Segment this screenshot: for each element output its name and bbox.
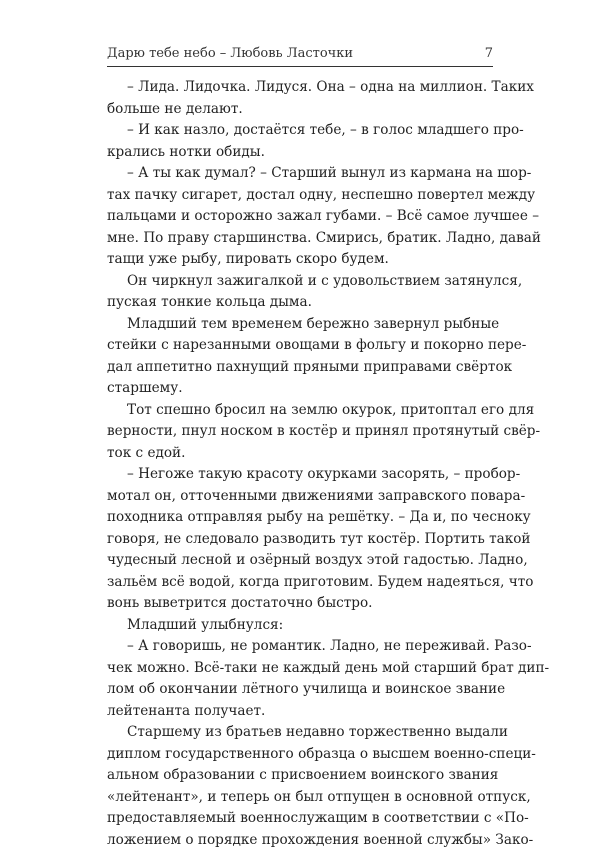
text-line: предоставляемый военнослужащим в соответствии с «По- [107, 808, 493, 830]
text-line: верности, пнул носком в костёр и принял протянутый свёр- [107, 421, 493, 443]
text-line: пуская тонкие кольца дыма. [107, 292, 493, 314]
text-line: тах пачку сигарет, достал одну, неспешно повертел между [107, 185, 493, 207]
text-line: пальцами и осторожно зажал губами. – Всё самое лучшее – [107, 206, 493, 228]
running-header [107, 46, 493, 61]
text-line: Старшему из братьев недавно торжественно выдали [107, 722, 493, 744]
text-line: старшему. [107, 378, 493, 400]
text-line: тащи уже рыбу, пировать скоро будем. [107, 249, 493, 271]
page-number: 7 [485, 46, 493, 61]
text-line: мне. По праву старшинства. Смирись, братик. Ладно, давай [107, 228, 493, 250]
text-line: говоря, не следовало разводить тут костёр. Портить такой [107, 529, 493, 551]
text-line: чудесный лесной и озёрный воздух этой гадостью. Ладно, [107, 550, 493, 572]
text-line: – А говоришь, не романтик. Ладно, не переживай. Разо- [107, 636, 493, 658]
book-title: Дарю тебе небо – Любовь Ласточки [107, 46, 353, 61]
text-line: чек можно. Всё-таки не каждый день мой старший брат дип- [107, 658, 493, 680]
text-line: Младший улыбнулся: [107, 615, 493, 637]
body-text [107, 77, 493, 851]
text-line: Тот спешно бросил на землю окурок, притоптал его для [107, 400, 493, 422]
text-line: «лейтенант», и теперь он был отпущен в основной отпуск, [107, 787, 493, 809]
text-line: – Негоже такую красоту окурками засорять, – пробор- [107, 464, 493, 486]
text-line: ток с едой. [107, 443, 493, 465]
text-line: диплом государственного образца о высшем военно-специ- [107, 744, 493, 766]
text-line: зальём всё водой, когда приготовим. Будем надеяться, что [107, 572, 493, 594]
text-line: дал аппетитно пахнущий пряными приправами свёрток [107, 357, 493, 379]
text-line: – А ты как думал? – Старший вынул из кармана на шор- [107, 163, 493, 185]
text-line: ложением о порядке прохождения военной службы» Зако- [107, 830, 493, 851]
text-line: лом об окончании лётного училища и воинское звание [107, 679, 493, 701]
text-line: – И как назло, достаётся тебе, – в голос младшего про- [107, 120, 493, 142]
text-line: стейки с нарезанными овощами в фольгу и покорно пере- [107, 335, 493, 357]
text-line: больше не делают. [107, 99, 493, 121]
text-line: походника отправляя рыбу на решётку. – Да и, по чесноку [107, 507, 493, 529]
text-line: Младший тем временем бережно завернул рыбные [107, 314, 493, 336]
text-line: крались нотки обиды. [107, 142, 493, 164]
text-line: Он чиркнул зажигалкой и с удовольствием затянулся, [107, 271, 493, 293]
header-rule [107, 66, 493, 67]
text-line: мотал он, отточенными движениями заправского повара- [107, 486, 493, 508]
text-line: вонь выветрится достаточно быстро. [107, 593, 493, 615]
text-line: лейтенанта получает. [107, 701, 493, 723]
text-line: альном образовании с присвоением воинского звания [107, 765, 493, 787]
text-line: – Лида. Лидочка. Лидуся. Она – одна на миллион. Таких [107, 77, 493, 99]
